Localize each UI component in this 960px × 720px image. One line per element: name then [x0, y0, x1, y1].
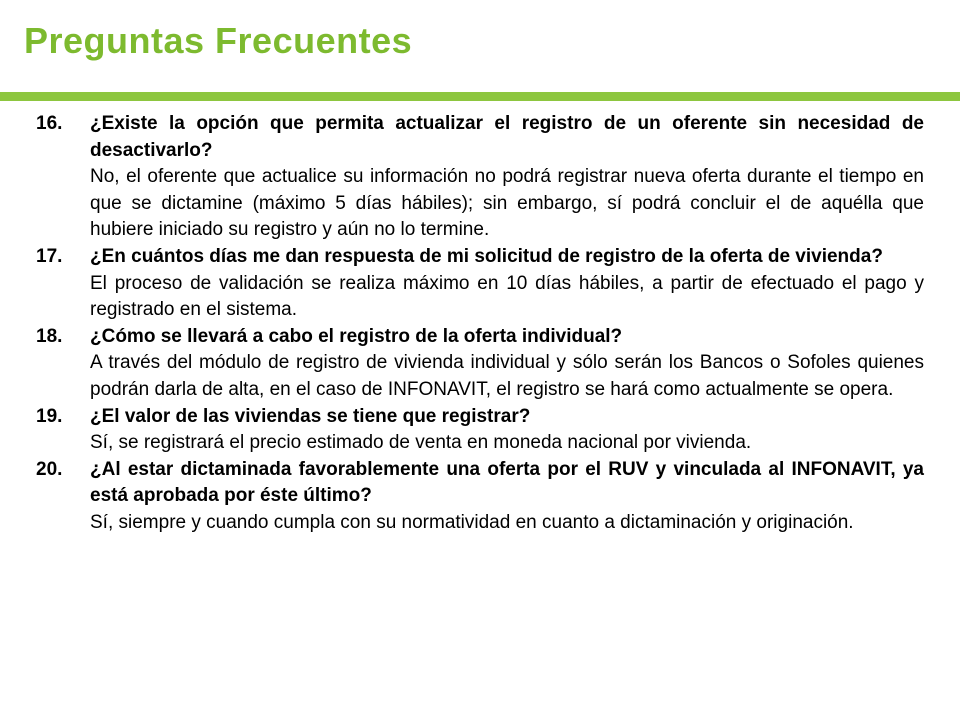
faq-answer: El proceso de validación se realiza máximo en 10 días hábiles, a partir de efectuado el pago y registrado en el sistema.: [90, 272, 924, 321]
faq-answer: No, el oferente que actualice su información no podrá registrar nueva oferta durante el tiempo en que se dictamine (máximo 5 días hábiles); sin embargo, sí podrá concluir el de aquélla que hubiere iniciado su registro y aún no lo termine.: [90, 166, 924, 241]
faq-answer: A través del módulo de registro de vivienda individual y sólo serán los Bancos o Sofoles quienes podrán darla de alta, en el caso de INFONAVIT, el registro se hará como actualmente se opera.: [90, 352, 924, 400]
faq-number: 20.: [36, 458, 63, 480]
faq-number: 18.: [36, 325, 63, 347]
faq-number: 16.: [36, 113, 63, 134]
faq-content: [90, 111, 924, 244]
page-title: Preguntas Frecuentes: [24, 20, 413, 61]
faq-question: ¿Al estar dictaminada favorablemente una oferta por el RUV y vinculada al INFONAVIT, ya está aprobada por éste último?: [90, 458, 924, 507]
faq-answer: Sí, se registrará el precio estimado de venta en moneda nacional por vivienda.: [90, 432, 752, 454]
faq-list: [36, 111, 924, 537]
faq-question: ¿En cuántos días me dan respuesta de mi solicitud de registro de la oferta de vivienda?: [90, 245, 883, 267]
faq-question: ¿El valor de las viviendas se tiene que registrar?: [90, 405, 531, 427]
faq-content: [90, 457, 924, 537]
faq-number: 19.: [36, 405, 63, 427]
faq-content: [90, 324, 924, 404]
faq-content: [90, 404, 924, 457]
title-divider: [0, 92, 960, 101]
faq-item-17: [36, 244, 924, 324]
faq-question: ¿Cómo se llevará a cabo el registro de la oferta individual?: [90, 325, 623, 347]
faq-content: [90, 244, 924, 324]
faq-number: 17.: [36, 245, 63, 267]
faq-item-20: [36, 457, 924, 537]
faq-item-18: [36, 324, 924, 404]
faq-answer: Sí, siempre y cuando cumpla con su normatividad en cuanto a dictaminación y originación.: [90, 511, 854, 533]
faq-item-19: [36, 404, 924, 457]
faq-question: ¿Existe la opción que permita actualizar el registro de un oferente sin necesidad de desactivarlo?: [90, 113, 924, 161]
faq-item-16: [36, 111, 924, 244]
